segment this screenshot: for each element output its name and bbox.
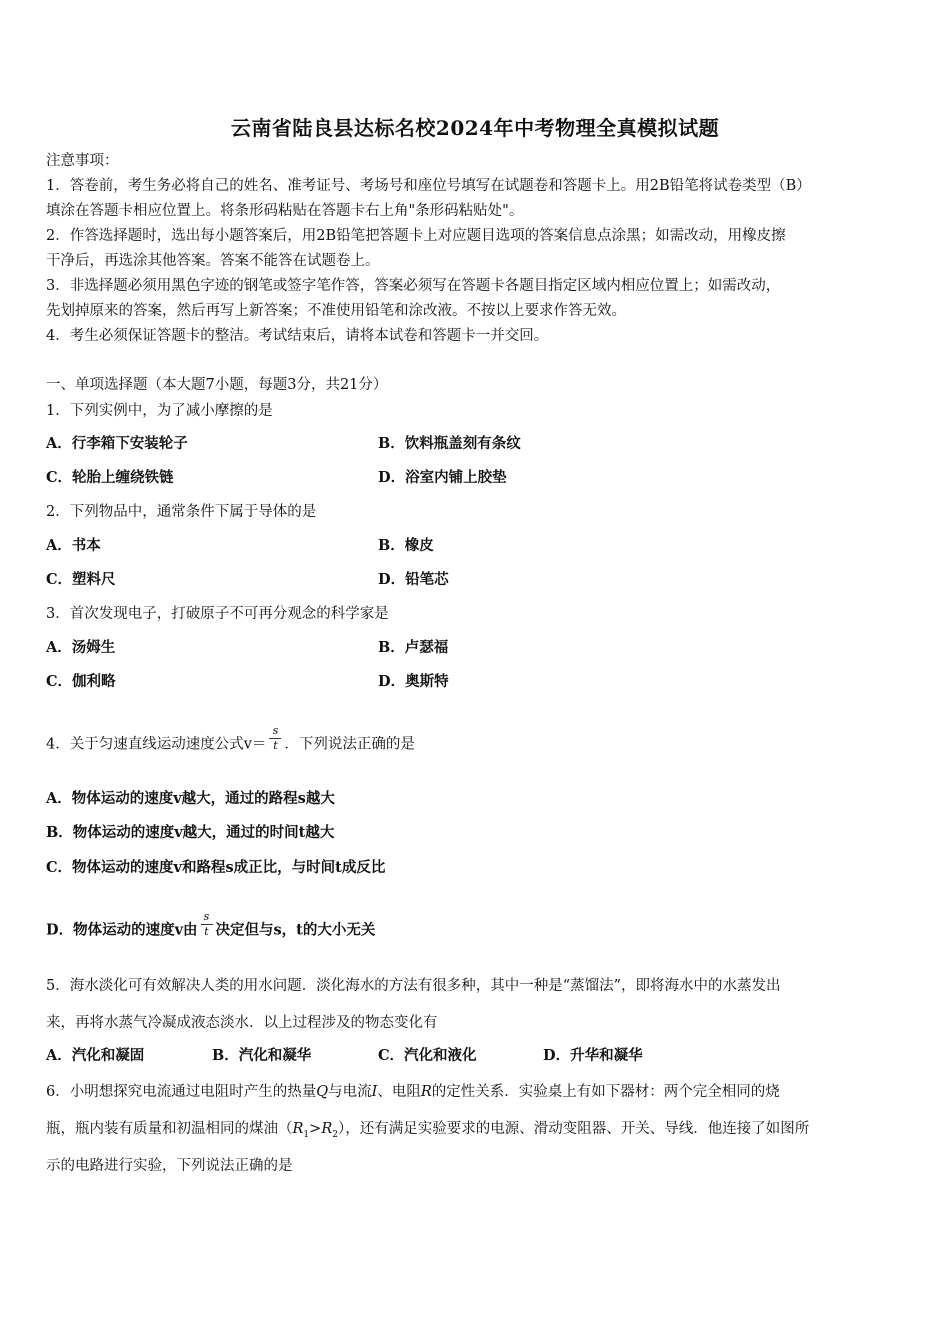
option-b: B．物体运动的速度v越大，通过的时间t越大 xyxy=(46,824,335,841)
variable-r: R xyxy=(420,1084,432,1100)
fraction-numerator: s xyxy=(272,724,279,737)
question-stem: 1．下列实例中，为了减小摩擦的是 xyxy=(46,403,273,419)
fraction-denominator: t xyxy=(204,925,209,938)
notice-heading: 注意事项： xyxy=(46,153,119,169)
notice-line: 2．作答选择题时，选出每小题答案后，用2B铅笔把答题卡上对应题目选项的答案信息点涂黑；如需改动，用橡皮擦 xyxy=(46,228,786,244)
question-stem: 2．下列物品中，通常条件下属于导体的是 xyxy=(46,504,317,520)
option-c: C．塑料尺 xyxy=(46,571,116,588)
fraction-s-over-t xyxy=(201,911,213,938)
page-title: 云南省陆良县达标名校2024年中考物理全真模拟试题 xyxy=(230,116,720,140)
option-d: D．铅笔芯 xyxy=(378,571,449,588)
notice-line: 4．考生必须保证答题卡的整洁。考试结束后，请将本试卷和答题卡一并交回。 xyxy=(46,328,549,344)
option-d xyxy=(46,910,376,944)
option-d: D．浴室内铺上胶垫 xyxy=(378,469,507,486)
section-heading: 一、单项选择题（本大题7小题，每题3分，共21分） xyxy=(46,377,388,393)
option-b: B．卢瑟福 xyxy=(378,639,449,656)
option-b: B．饮料瓶盖刻有条纹 xyxy=(378,435,521,452)
variable-r1: R xyxy=(292,1121,304,1137)
fraction-numerator: s xyxy=(203,910,210,923)
subscript: 2 xyxy=(332,1129,338,1140)
stem-text: 瓶，瓶内装有质量和初温相同的煤油（ xyxy=(46,1121,293,1137)
option-b: B．汽化和凝华 xyxy=(212,1047,312,1064)
option-a: A．汽化和凝固 xyxy=(46,1047,145,1064)
question-stem xyxy=(46,724,415,758)
variable-q: Q xyxy=(316,1084,329,1100)
notice-line: 3．非选择题必须用黑色字迹的钢笔或签字笔作答，答案必须写在答题卡各题目指定区域内相应位置上；如需改动， xyxy=(46,278,781,294)
stem-text: ），还有满足实验要求的电源、滑动变阻器、开关、导线．他连接了如图所 xyxy=(337,1121,810,1137)
question-stem: 5．海水淡化可有效解决人类的用水问题．淡化海水的方法有很多种，其中一种是“蒸馏法”，即将海水中的水蒸发出 xyxy=(46,978,781,994)
variable-i: I xyxy=(371,1084,378,1100)
variable-r2: R xyxy=(321,1121,333,1137)
option-c: C．轮胎上缠绕铁链 xyxy=(46,469,174,486)
option-d: D．奥斯特 xyxy=(378,673,449,690)
fraction-denominator: t xyxy=(273,739,278,752)
question-stem xyxy=(46,1119,809,1145)
stem-text: 的定性关系．实验桌上有如下器材：两个完全相同的烧 xyxy=(431,1084,780,1100)
question-stem: 来，再将水蒸气冷凝成液态淡水．以上过程涉及的物态变化有 xyxy=(46,1015,438,1031)
option-a: A．汤姆生 xyxy=(46,639,116,656)
notice-line: 1．答卷前，考生务必将自己的姓名、准考证号、考场号和座位号填写在试题卷和答题卡上。用2B铅笔将试卷类型（B） xyxy=(46,178,811,194)
subscript: 1 xyxy=(303,1129,310,1140)
option-c: C．汽化和液化 xyxy=(378,1047,477,1064)
notice-line: 先划掉原来的答案，然后再写上新答案；不准使用铅笔和涂改液。不按以上要求作答无效。 xyxy=(46,303,626,319)
stem-text: 4．关于匀速直线运动速度公式v＝ xyxy=(46,736,267,753)
option-a: A．行李箱下安装轮子 xyxy=(46,435,188,452)
stem-text: ．下列说法正确的是 xyxy=(284,736,415,753)
option-c: C．物体运动的速度v和路程s成正比，与时间t成反比 xyxy=(46,859,386,876)
greater-than: > xyxy=(309,1121,322,1137)
stem-text: 与电流 xyxy=(328,1084,372,1100)
option-text: D．物体运动的速度v由 xyxy=(46,921,198,939)
question-stem xyxy=(46,1082,780,1102)
option-a: A．物体运动的速度v越大，通过的路程s越大 xyxy=(46,790,335,807)
question-stem: 3．首次发现电子，打破原子不可再分观念的科学家是 xyxy=(46,606,389,622)
notice-line: 填涂在答题卡相应位置上。将条形码粘贴在答题卡右上角"条形码粘贴处"。 xyxy=(46,203,524,219)
option-c: C．伽利略 xyxy=(46,673,116,690)
question-stem: 示的电路进行实验，下列说法正确的是 xyxy=(46,1158,293,1174)
option-text: 决定但与s，t的大小无关 xyxy=(215,921,376,939)
stem-text: 6．小明想探究电流通过电阻时产生的热量 xyxy=(46,1084,317,1100)
option-b: B．橡皮 xyxy=(378,537,434,554)
notice-line: 干净后，再选涂其他答案。答案不能答在试题卷上。 xyxy=(46,253,380,269)
option-d: D．升华和凝华 xyxy=(543,1047,643,1064)
fraction-s-over-t xyxy=(269,725,281,752)
option-a: A．书本 xyxy=(46,537,101,554)
stem-text: 、电阻 xyxy=(377,1084,421,1100)
